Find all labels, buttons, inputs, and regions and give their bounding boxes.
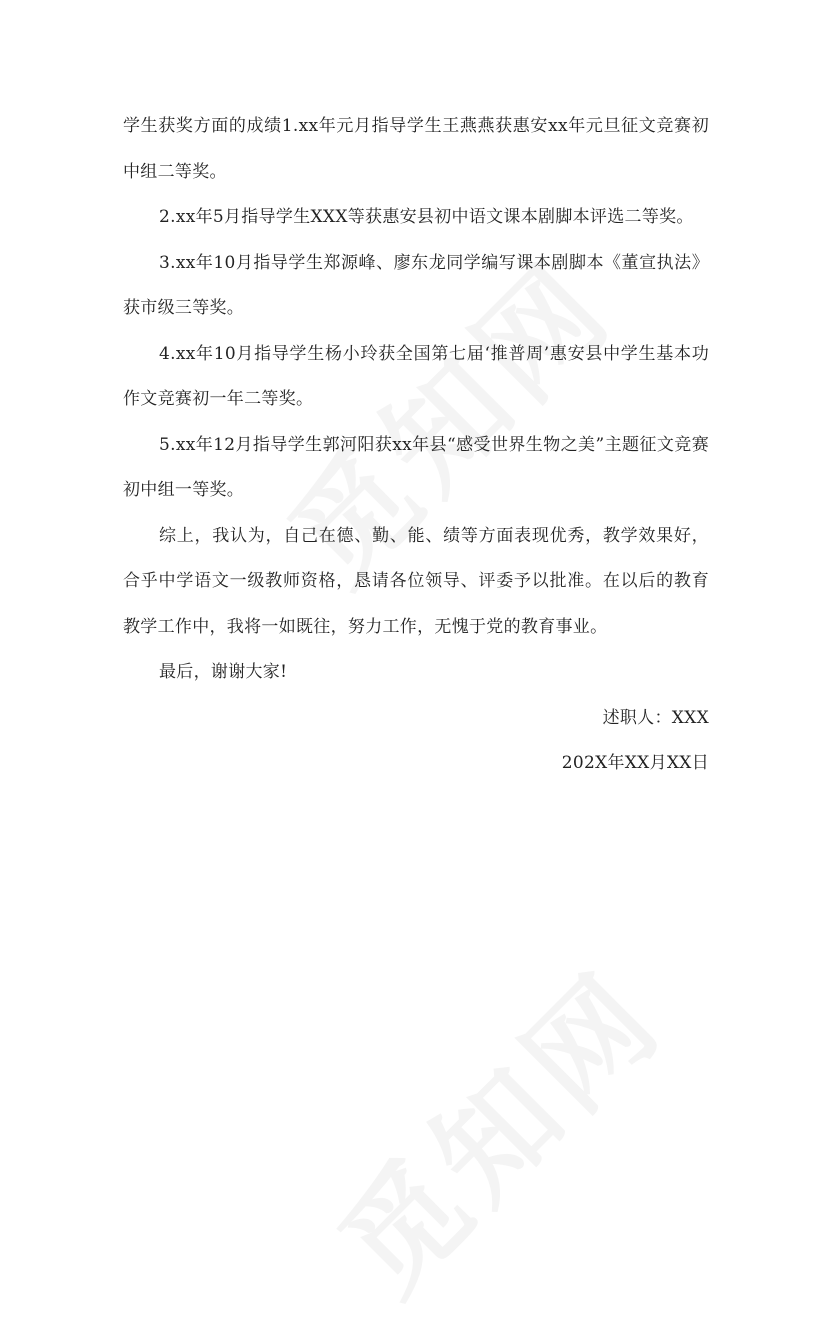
paragraph-award-3: 3.xx年10月指导学生郑源峰、廖东龙同学编写课本剧脚本《董宣执法》获市级三等奖。 xyxy=(123,252,709,318)
paragraph-closing: 最后，谢谢大家! xyxy=(159,662,288,682)
paragraph-award-5: 5.xx年12月指导学生郭河阳获xx年县“感受世界生物之美”主题征文竞赛初中组一等奖。 xyxy=(123,434,709,500)
paragraph-award-4: 4.xx年10月指导学生杨小玲获全国第七届‘推普周’惠安县中学生基本功作文竞赛初一年二等奖。 xyxy=(123,343,709,409)
signature-line: 述职人：XXX xyxy=(602,707,709,728)
paragraph-summary: 综上，我认为，自己在德、勤、能、绩等方面表现优秀，教学效果好，合乎中学语文一级教师资格，恳请各位领导、评委予以批准。在以后的教育教学工作中，我将一如既往，努力工作，无愧于党的教育事业。 xyxy=(123,525,709,637)
date-line: 202X年XX月XX日 xyxy=(561,753,709,773)
paragraph-award-2: 2.xx年5月指导学生XXX等获惠安县初中语文课本剧脚本评选二等奖。 xyxy=(159,207,694,227)
paragraph-awards-intro: 学生获奖方面的成绩1.xx年元月指导学生王燕燕获惠安xx年元旦征文竞赛初中组二等奖。 xyxy=(123,116,709,182)
document-body xyxy=(123,104,709,787)
watermark xyxy=(296,927,693,1324)
